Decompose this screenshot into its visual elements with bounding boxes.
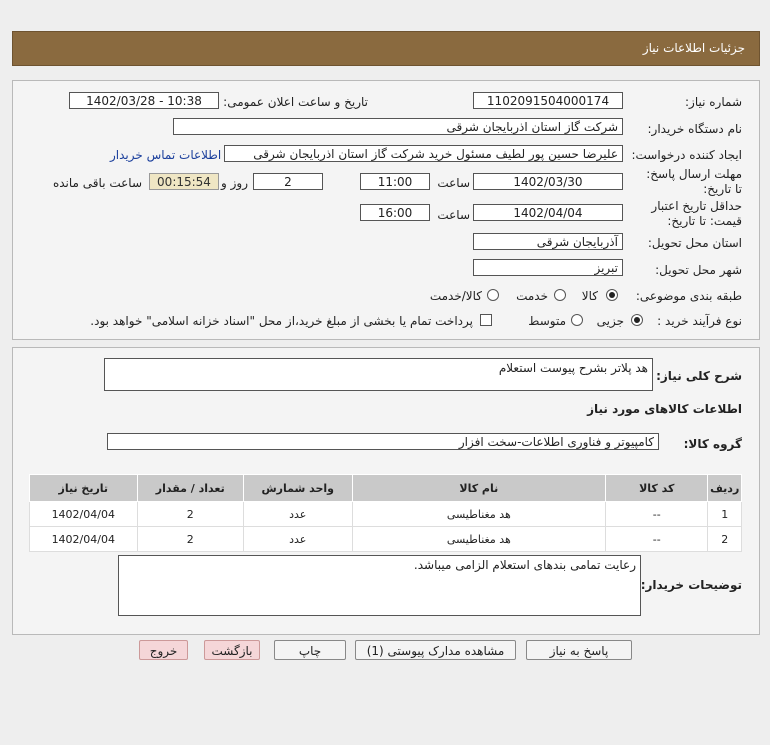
cell-name: هد مغناطیسی (352, 502, 606, 527)
announce-datetime-field: 1402/03/28 - 10:38 (69, 92, 219, 109)
cell-code: -- (606, 527, 708, 552)
cell-row: 1 (708, 502, 742, 527)
process-option-medium: متوسط (528, 314, 566, 328)
price-validity-label: حداقل تاریخ اعتبار قیمت: تا تاریخ: (651, 199, 742, 228)
buyer-org-label: نام دستگاه خریدار: (647, 122, 742, 136)
requester-field: علیرضا حسین پور لطیف مسئول خرید شرکت گاز استان اذربایجان شرقی (224, 145, 623, 162)
reply-time-field: 11:00 (360, 173, 430, 190)
category-radio-service[interactable] (554, 289, 566, 301)
table-row (30, 502, 742, 527)
validity-date-field: 1402/04/04 (473, 204, 623, 221)
reply-deadline-label: مهلت ارسال پاسخ: تا تاریخ: (646, 167, 742, 196)
reply-time-label: ساعت (437, 176, 470, 190)
cell-unit: عدد (243, 527, 352, 552)
col-code-header: کد کالا (606, 475, 708, 502)
process-option-partial: جزیی (596, 314, 624, 328)
table-row (30, 527, 742, 552)
category-option-service: خدمت (516, 289, 548, 303)
need-number-label: شماره نیاز: (685, 95, 742, 109)
goods-group-field: کامپیوتر و فناوری اطلاعات-سخت افزار (107, 433, 659, 450)
cell-qty: 2 (137, 527, 243, 552)
process-type-label: نوع فرآیند خرید : (657, 314, 742, 328)
page-title: جزئیات اطلاعات نیاز (642, 41, 745, 55)
reply-button[interactable]: پاسخ به نیاز (526, 640, 632, 660)
col-qty-header: تعداد / مقدار (137, 475, 243, 502)
category-option-goods-service: کالا/خدمت (429, 289, 482, 303)
goods-section-title: اطلاعات کالاهای مورد نیاز (587, 402, 742, 416)
reply-date-field: 1402/03/30 (473, 173, 623, 190)
province-field: آذربایجان شرقی (473, 233, 623, 250)
process-radio-partial[interactable] (631, 314, 643, 326)
treasury-payment-note: پرداخت تمام یا بخشی از مبلغ خرید،از محل "اسناد خزانه اسلامی" خواهد بود. (90, 314, 473, 328)
category-label: طبقه بندی موضوعی: (635, 289, 742, 303)
announce-datetime-label: تاریخ و ساعت اعلان عمومی: (223, 95, 368, 109)
city-field: تبریز (473, 259, 623, 276)
print-button[interactable]: چاپ (274, 640, 346, 660)
exit-button[interactable]: خروج (139, 640, 188, 660)
province-label: استان محل تحویل: (647, 236, 742, 250)
col-row-header: ردیف (708, 475, 742, 502)
days-remaining-field: 2 (253, 173, 323, 190)
cell-date: 1402/04/04 (30, 502, 138, 527)
col-name-header: نام کالا (352, 475, 606, 502)
page-header (12, 31, 760, 66)
cell-row: 2 (708, 527, 742, 552)
buyer-contact-link[interactable]: اطلاعات تماس خریدار (110, 148, 222, 162)
city-label: شهر محل تحویل: (655, 263, 742, 277)
back-button[interactable]: بازگشت (204, 640, 260, 660)
cell-qty: 2 (137, 502, 243, 527)
summary-field: هد پلاتر بشرح پیوست استعلام (104, 358, 653, 391)
goods-table-header (30, 475, 742, 502)
cell-code: -- (606, 502, 708, 527)
validity-time-label: ساعت (437, 208, 470, 222)
need-number-field: 1102091504000174 (473, 92, 623, 109)
remaining-time-label: ساعت باقی مانده (52, 176, 142, 190)
cell-unit: عدد (243, 502, 352, 527)
treasury-payment-checkbox[interactable] (480, 314, 492, 326)
process-radio-medium[interactable] (571, 314, 583, 326)
col-unit-header: واحد شمارش (243, 475, 352, 502)
requester-label: ایجاد کننده درخواست: (631, 148, 742, 162)
goods-table (29, 474, 742, 552)
col-date-header: تاریخ نیاز (30, 475, 138, 502)
buyer-notes-label: توضیحات خریدار: (640, 578, 742, 592)
category-option-goods: کالا (581, 289, 598, 303)
remaining-time-field: 00:15:54 (149, 173, 219, 190)
validity-time-field: 16:00 (360, 204, 430, 221)
buyer-org-field: شرکت گاز استان اذربایجان شرقی (173, 118, 623, 135)
summary-label: شرح کلی نیاز: (656, 369, 742, 383)
goods-group-label: گروه کالا: (683, 437, 742, 451)
category-radio-goods-service[interactable] (487, 289, 499, 301)
view-attachments-button[interactable]: مشاهده مدارک پیوستی (1) (355, 640, 516, 660)
cell-date: 1402/04/04 (30, 527, 138, 552)
buyer-notes-field: رعایت تمامی بندهای استعلام الزامی میباشد. (118, 555, 641, 616)
category-radio-goods[interactable] (606, 289, 618, 301)
cell-name: هد مغناطیسی (352, 527, 606, 552)
days-label: روز و (221, 176, 248, 190)
